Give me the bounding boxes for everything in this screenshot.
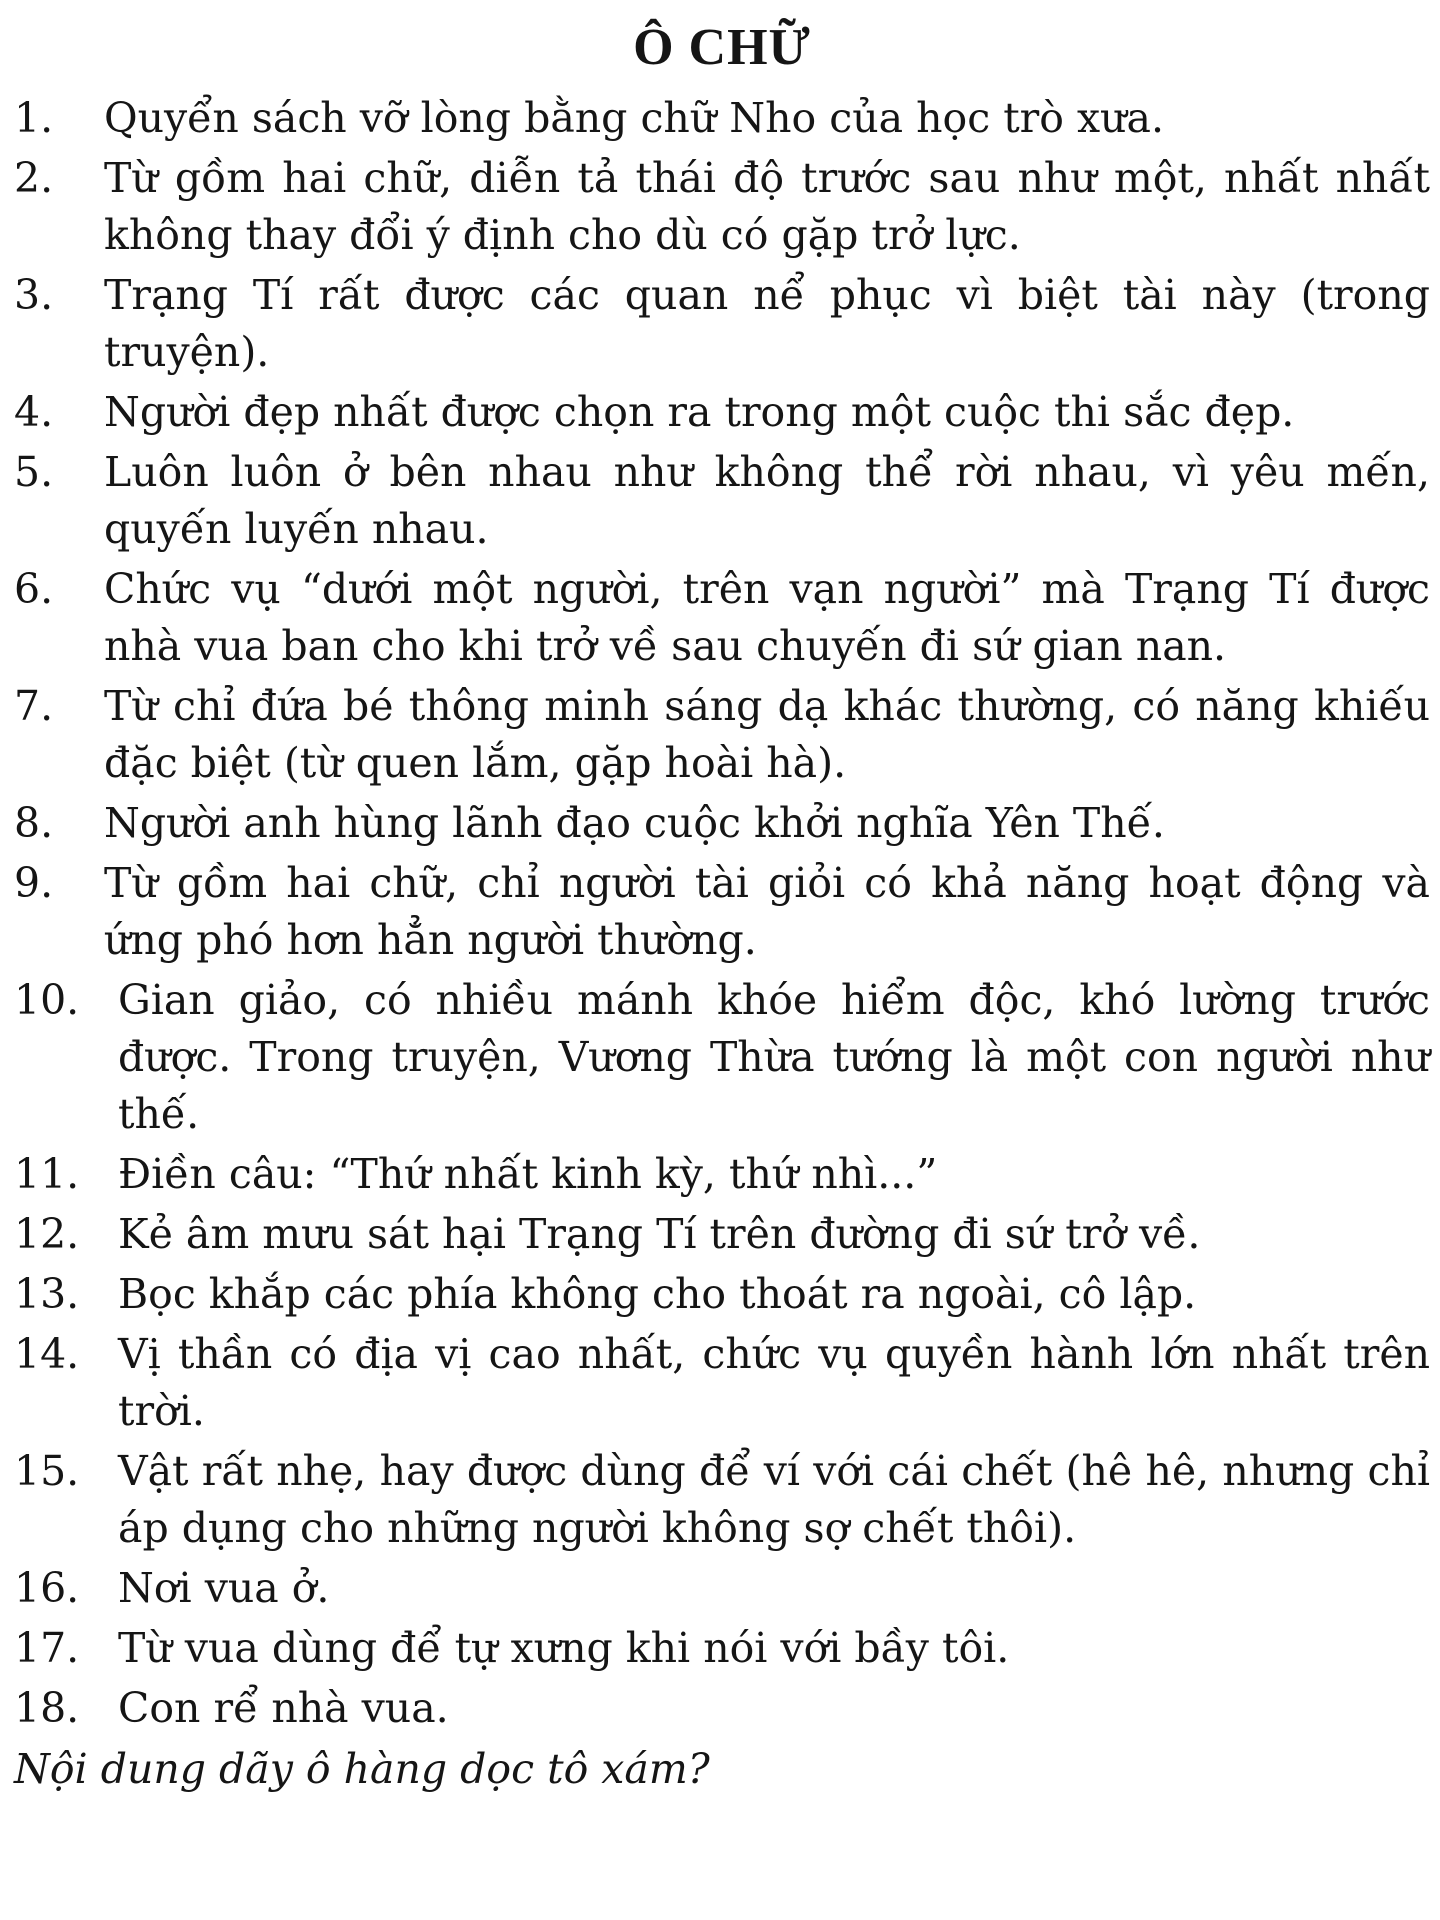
clue-text: Từ vua dùng để tự xưng khi nói với bầy tôi. <box>118 1624 1010 1672</box>
clue-text: Luôn luôn ở bên nhau như không thể rời nhau, vì yêu mến, quyến luyến nhau. <box>104 448 1430 553</box>
clue-item <box>14 855 1430 969</box>
clue-number: 12. <box>14 1210 80 1258</box>
clue-item <box>14 1680 1430 1737</box>
clue-item <box>14 1206 1430 1263</box>
page-title: Ô CHỮ <box>633 19 811 76</box>
clue-item <box>14 1620 1430 1677</box>
clue-number: 8. <box>14 799 54 847</box>
clue-item <box>14 1266 1430 1323</box>
clue-item <box>14 678 1430 792</box>
clue-list <box>14 90 1430 1737</box>
clue-number: 2. <box>14 154 54 202</box>
clue-item <box>14 1326 1430 1440</box>
clue-text: Từ gồm hai chữ, diễn tả thái độ trước sau như một, nhất nhất không thay đổi ý định cho dù có gặp trở lực. <box>104 154 1430 259</box>
clue-number: 13. <box>14 1270 80 1318</box>
clue-text: Từ chỉ đứa bé thông minh sáng dạ khác thường, có năng khiếu đặc biệt (từ quen lắm, gặp hoài hà). <box>104 682 1430 787</box>
clue-number: 15. <box>14 1447 80 1495</box>
clue-text: Gian giảo, có nhiều mánh khóe hiểm độc, khó lường trước được. Trong truyện, Vương Thừa tướng là một con người như thế. <box>118 976 1430 1138</box>
clue-text: Người đẹp nhất được chọn ra trong một cuộc thi sắc đẹp. <box>104 388 1295 436</box>
clue-number: 3. <box>14 271 54 319</box>
clue-text: Quyển sách vỡ lòng bằng chữ Nho của học trò xưa. <box>104 94 1164 142</box>
clue-text: Vật rất nhẹ, hay được dùng để ví với cái chết (hê hê, nhưng chỉ áp dụng cho những người không sợ chết thôi). <box>118 1447 1430 1552</box>
clue-text: Chức vụ “dưới một người, trên vạn người” mà Trạng Tí được nhà vua ban cho khi trở về sau chuyến đi sứ gian nan. <box>104 565 1430 670</box>
clue-item <box>14 1146 1430 1203</box>
clue-text: Vị thần có địa vị cao nhất, chức vụ quyền hành lớn nhất trên trời. <box>118 1330 1430 1435</box>
clue-item <box>14 150 1430 264</box>
clue-item <box>14 1443 1430 1557</box>
clue-item <box>14 90 1430 147</box>
clue-number: 6. <box>14 565 54 613</box>
clue-number: 11. <box>14 1150 80 1198</box>
clue-text: Trạng Tí rất được các quan nể phục vì biệt tài này (trong truyện). <box>104 271 1430 376</box>
clue-number: 4. <box>14 388 54 436</box>
clue-number: 16. <box>14 1564 80 1612</box>
clue-number: 7. <box>14 682 54 730</box>
clue-number: 1. <box>14 94 54 142</box>
clue-number: 10. <box>14 976 80 1024</box>
clue-number: 17. <box>14 1624 80 1672</box>
clue-item <box>14 972 1430 1143</box>
clue-item <box>14 1560 1430 1617</box>
clue-item <box>14 561 1430 675</box>
clue-item <box>14 795 1430 852</box>
closing-question: Nội dung dãy ô hàng dọc tô xám? <box>14 1745 710 1793</box>
clue-item <box>14 267 1430 381</box>
clue-item <box>14 444 1430 558</box>
clue-text: Điền câu: “Thứ nhất kinh kỳ, thứ nhì...” <box>118 1150 938 1198</box>
clue-number: 14. <box>14 1330 80 1378</box>
clue-number: 9. <box>14 859 54 907</box>
clue-text: Nơi vua ở. <box>118 1564 330 1612</box>
clue-text: Con rể nhà vua. <box>118 1684 449 1732</box>
clue-text: Kẻ âm mưu sát hại Trạng Tí trên đường đi sứ trở về. <box>118 1210 1201 1258</box>
clue-text: Bọc khắp các phía không cho thoát ra ngoài, cô lập. <box>118 1270 1197 1318</box>
clue-number: 18. <box>14 1684 80 1732</box>
clue-number: 5. <box>14 448 54 496</box>
clue-text: Người anh hùng lãnh đạo cuộc khởi nghĩa Yên Thế. <box>104 799 1165 847</box>
clue-item <box>14 384 1430 441</box>
clue-text: Từ gồm hai chữ, chỉ người tài giỏi có khả năng hoạt động và ứng phó hơn hẳn người thường. <box>104 859 1430 964</box>
